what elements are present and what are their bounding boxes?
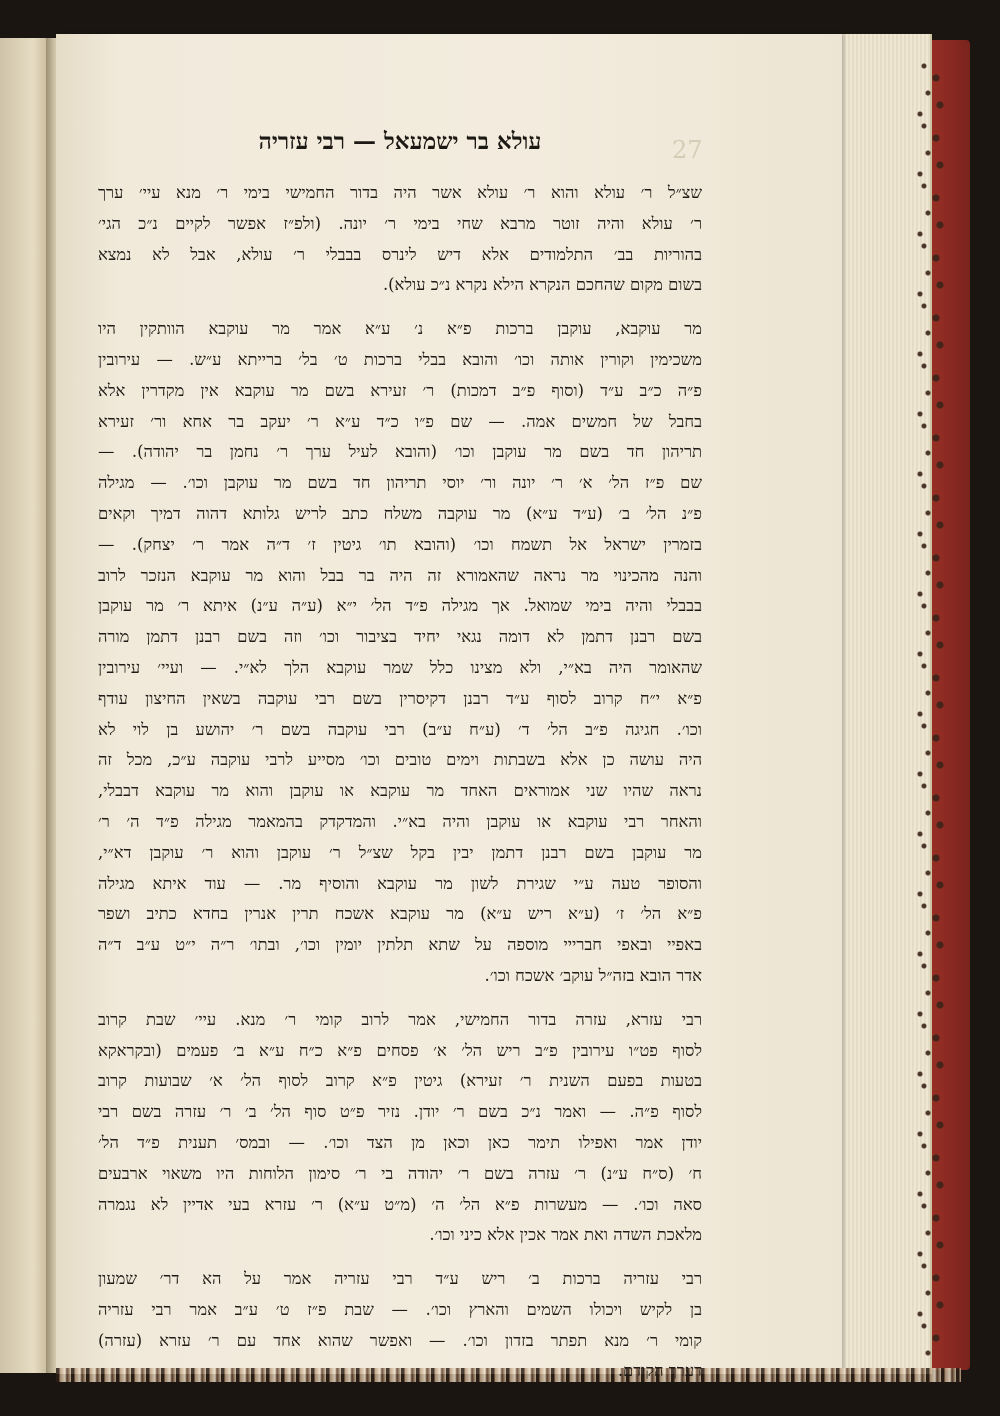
paragraph bbox=[98, 314, 702, 992]
body-text bbox=[98, 178, 702, 1387]
book-gutter bbox=[46, 38, 56, 1373]
text-line: בטעות בפעם השנית ר׳ זעירא) גיטין פ״א קרוב לסוף הל׳ א׳ שבועות קרוב bbox=[98, 1071, 702, 1091]
left-page-sliver bbox=[0, 38, 48, 1373]
text-line: מר עוקבן בשם רבנן דתמן יבין בקל שצ״ל ר׳ עוקבן והוא ר׳ עוקבן דא״י, bbox=[98, 842, 702, 862]
paragraph bbox=[98, 1005, 702, 1251]
text-line: שהאומר היה בא״י, ולא מצינו כלל שמר עוקבא הלך לא״י. — ועיי׳ עירובין bbox=[98, 657, 702, 677]
text-line: שם פ״ז הל׳ א׳ ר׳ יונה ור׳ יוסי תריהון חד בשם מר עוקבן וכו׳. — מגילה bbox=[98, 473, 702, 493]
text-line: מלאכת השדה ואת אמר אכין אלא כיני וכו׳. bbox=[429, 1225, 702, 1245]
text-line: רבי עזריה ברכות ב׳ ריש ע״ד רבי עזריה אמר על הא דר׳ שמעון bbox=[98, 1269, 702, 1289]
text-line: בן לקיש ויכולו השמים והארץ וכו׳. — שבת פ״ז ט׳ ע״ב אמר רבי עזריה bbox=[98, 1299, 702, 1319]
text-line: בזמרין ישראל אל תשמח וכו׳ (והובא תו׳ גיטין ז׳ ד״ה אמר ר׳ יצחק). — bbox=[98, 534, 702, 554]
text-line: יודן אמר ואפילו תימר כאן וכאן מן הצד וכו׳. — ובמס׳ תענית פ״ד הל׳ bbox=[98, 1132, 702, 1152]
page-number-mark: 27 bbox=[672, 136, 703, 164]
text-line: פ״ה כ״ב ע״ד (וסוף פ״ב דמכות) ר׳ זעירא בשם מר עוקבא אין מקדרין אלא bbox=[98, 380, 702, 400]
text-line: קומי ר׳ מנא תפתר בזדון וכו׳. — ואפשר שהוא אחד עם ר׳ עזרא (עזרה) bbox=[98, 1330, 702, 1350]
text-line: בשם רבנן דתמן לא דומה נגאי יחיד בציבור וכו׳ וזה בשם רבנן דתמן מורה bbox=[98, 627, 702, 647]
text-line: באפיי ובאפי חברייי מוספה על שתא תלתין יומין וכו׳, ובתו׳ ר״ה י״ט ע״ב ד״ה bbox=[98, 935, 702, 955]
text-line: רבי עזרא, עזרה בדור החמישי, אמר לרוב קומי ר׳ מנא. עיי׳ שבת קרוב bbox=[98, 1009, 702, 1029]
text-line: דערך הקודם. bbox=[617, 1361, 702, 1381]
text-line: בבבלי והיה בימי שמואל. אך מגילה פ״ד הל׳ י״א (ע״ה ע״נ) איתא ר׳ מר עוקבן bbox=[98, 596, 702, 616]
text-line: וכו׳. חגיגה פ״ב הל׳ ד׳ (ע״ח ע״ב) רבי עוקבה בשם ר׳ יהושע בן לוי לא bbox=[98, 719, 702, 739]
running-head: עולא בר ישמעאל — רבי עזריה bbox=[258, 128, 542, 155]
text-line: תריהון חד בשם מר עוקבן וכו׳ (והובא לעיל ערך ר׳ נחמן בר יהודה). — bbox=[98, 442, 702, 462]
text-line: מר עוקבא, עוקבן ברכות פ״א נ׳ ע״א אמר מר עוקבא הוותקין היו bbox=[98, 319, 702, 339]
paragraph bbox=[98, 178, 702, 301]
text-line: לסוף פ״ה. — ואמר נ״כ בשם ר׳ יודן. נזיר פ״ט סוף הל׳ ב׳ ר׳ עזרה בשם רבי bbox=[98, 1102, 702, 1122]
text-line: שצ״ל ר׳ עולא והוא ר׳ עולא אשר היה בדור החמישי בימי ר׳ מנא עיי׳ ערך bbox=[98, 183, 702, 202]
text-line: אדר הובא בזה״ל עוקב׳ אשכח וכו׳. bbox=[484, 965, 702, 985]
text-line: פ״א הל׳ ז׳ (ע״א ריש ע״א) מר עוקבא אשכח תרין אנרין בחדא כתיב ושפר bbox=[98, 904, 702, 924]
text-line: לסוף פט״ו עירובין פ״ב ריש הל׳ א׳ פסחים פ״א כ״ח ע״א ב׳ פעמים (ובקראקא bbox=[98, 1040, 702, 1060]
text-line: ח׳ (ס״ח ע״נ) ר׳ עזרה בשם ר׳ יהודה בי ר׳ סימון הלוחות היו משאוי ארבעים bbox=[98, 1163, 702, 1183]
text-line: משכימין וקורין אותה וכו׳ והובא בבלי ברכות ט׳ בל׳ ברייתא ע״ש. — עירובין bbox=[98, 349, 702, 369]
paragraph bbox=[98, 1264, 702, 1387]
text-line: פ״נ הל׳ ב׳ (ע״ד ע״א) מר עוקבה משלח כתב לריש גלותא דהוה דמיך וקאים bbox=[98, 503, 702, 523]
text-line: סאה וכו׳. — מעשרות פ״א הל׳ ה׳ (מ״ט ע״א) ר׳ עזרא בעי אדיין לא נגמרה bbox=[98, 1194, 702, 1214]
text-line: ר׳ עולא והיה זוטר מרבא שחי בימי ר׳ יונה. (ולפ״ז אפשר לקיים נ״כ הגי׳ bbox=[98, 213, 702, 233]
text-line: היה עושה כן אלא בשבתות וימים טובים וכו׳ מסייע לרבי עוקבה ע״כ, מכל זה bbox=[98, 750, 702, 770]
speckled-fore-edge bbox=[912, 60, 952, 1360]
text-line: והאחר רבי עוקבא או עוקבן והיה בא״י. והמדקדק בהמאמר מגילה פ״ד ה׳ ר׳ bbox=[98, 811, 702, 831]
text-line: בהוריות בב׳ התלמודים אלא דיש לינרס בבבלי ר׳ עולא, אבל לא נמצא bbox=[98, 244, 702, 264]
text-line: בחבל של חמשים אמה. — שם פ״ו כ״ד ע״א ר׳ יעקב בר אחא ור׳ זעירא bbox=[98, 411, 702, 431]
text-line: והסופר טעה ע״י שגירת לשון מר עוקבא והוסיף מר. — עוד איתא מגילה bbox=[98, 873, 702, 893]
text-line: נראה שהיו שני אמוראים האחד מר עוקבא או עוקבן והוא מר עוקבא דבבלי, bbox=[98, 781, 702, 801]
text-line: פ״א י״ח קרוב לסוף ע״ד רבנן דקיסרין בשם רבי עוקבה בשאין החיצון עודף bbox=[98, 688, 702, 708]
text-line: בשום מקום שהחכם הנקרא הילא נקרא נ״כ עולא). bbox=[382, 275, 702, 295]
text-line: והנה מהכינוי מר נראה שהאמורא זה היה בר בבל והוא מר עוקבא הנזכר לרוב bbox=[98, 565, 702, 585]
